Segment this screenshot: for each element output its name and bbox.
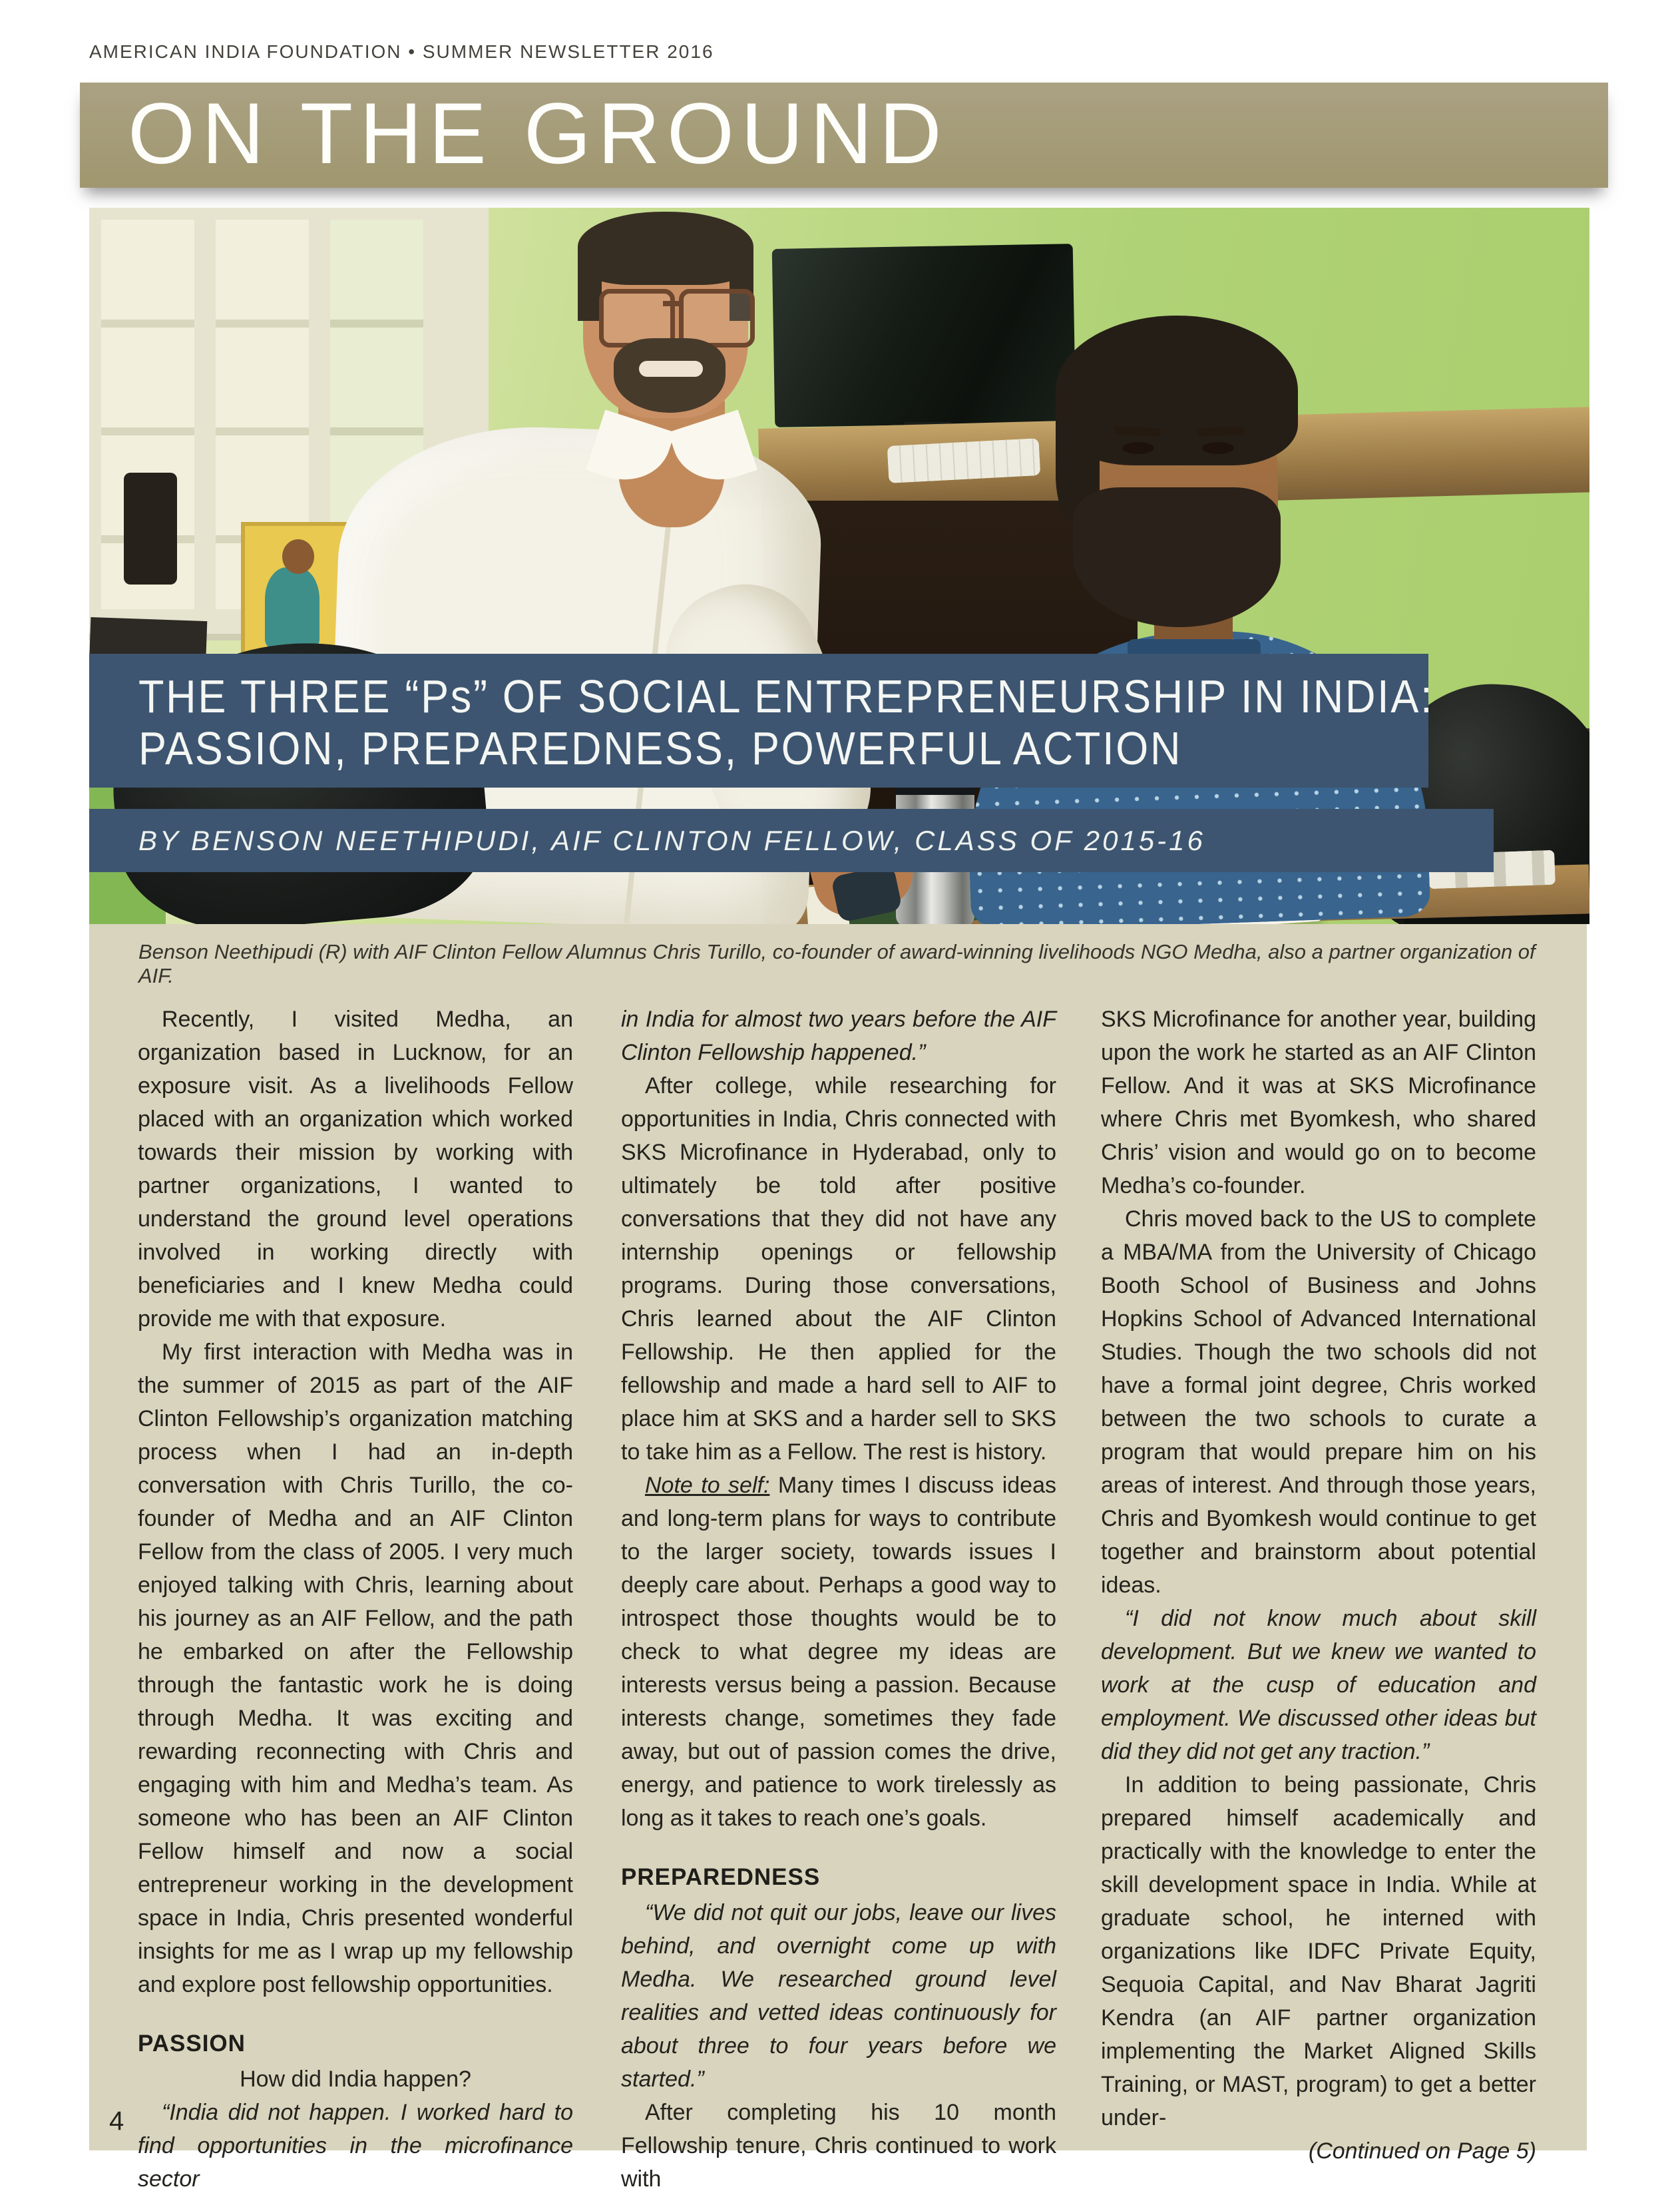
article-title-line1: THE THREE “Ps” OF SOCIAL ENTREPRENEURSHIP IN INDIA: [138,670,1434,722]
glasses-bridge [663,301,682,306]
seated-man-eye [1202,442,1234,454]
standing-man-hair [578,212,753,285]
painting-figure-head [282,539,314,574]
section-heading-passion: PASSION [138,2031,246,2057]
note-lead: Note to self: [645,1473,770,1498]
paragraph: After completing his 10 month Fellowship tenure, Chris continued to work with [621,2100,1056,2192]
standing-man-hair-side [578,261,602,321]
article-title-overlay [89,654,1434,788]
quote-paragraph-continued: in India for almost two years before the AIF Clinton Fellowship happened.” [621,1007,1056,1065]
wall-speaker [124,473,177,585]
paragraph: My first interaction with Medha was in the summer of 2015 as part of the AIF Clinton Fellowship’s organization matching process when I had an in-depth conversation with Chris Turillo, the co-founder of Medha and an AIF Clinton Fellow from the class of 2005. I very much enjoyed talking with Chris, learning about his journey as an AIF Fellow, and the path he embarked on after the Fellowship through the fantastic work he is doing through Medha. It was exciting and rewarding reconnecting with Chris and engaging with him and Medha’s team. As someone who has been an AIF Clinton Fellow himself and now a social entrepreneur working in the development space in India, Chris presented wonderful insights for me as I wrap up my fellowship and explore post fellowship opportunities. [138,1340,573,1997]
computer-monitor [772,244,1076,427]
quote-paragraph: “I did not know much about skill development. But we knew we wanted to work at the cusp of education and employment. We discussed other ideas but did they did not get any traction.” [1101,1606,1536,1764]
wall-painting [241,522,350,662]
painting-figure [265,567,319,647]
page-number: 4 [109,2106,124,2136]
article-column-1 [138,1003,573,2196]
article-column-2 [621,1003,1056,2196]
note-paragraph [621,1469,1056,1835]
seated-man-eye [1122,442,1154,454]
paragraph: Chris moved back to the US to complete a MBA/MA from the University of Chicago Booth School of Business and Johns Hopkins School of Advanced International Studies. Though the two schools did not have a formal joint degree, Chris worked between the two schools to curate a program that would prepare him on his areas of interest. And through those years, Chris and Byomkesh would continue to get together and brainstorm about potential ideas. [1101,1206,1536,1598]
section-banner [80,83,1608,188]
paragraph: After college, while researching for opportunities in India, Chris connected with SKS Microfinance in Hyderabad, only to ultimately be told after positive conversations that they did not have any internship openings or fellowship programs. During those conversations, Chris learned about the AIF Clinton Fellowship. He then applied for the fellowship and made a hard sell to AIF to place him at SKS and a harder sell to SKS to take him as a Fellow. The rest is history. [621,1073,1056,1465]
photo-caption: Benson Neethipudi (R) with AIF Clinton Fellow Alumnus Chris Turillo, co-founder of award-winning livelihoods NGO Medha, also a partner organization of AIF. [138,940,1536,987]
paragraph-continued: SKS Microfinance for another year, building upon the work he started as an AIF Clinton Fellow. And it was at SKS Microfinance where Chris met Byomkesh, who shared Chris’ vision and would go on to become Medha’s co-founder. [1101,1007,1536,1198]
article-byline-overlay [89,809,1494,872]
article-title-line2: PASSION, PREPAREDNESS, POWERFUL ACTION [138,722,1183,774]
interview-question: How did India happen? [240,2067,471,2092]
quote-paragraph: “India did not happen. I worked hard to find opportunities in the microfinance sector [138,2100,573,2192]
article-body [89,924,1587,2192]
quote-paragraph: “We did not quit our jobs, leave our lives behind, and overnight come up with Medha. We researched ground level realities and vetted ideas continuously for about three to four years before we started.” [621,1900,1056,2092]
article-column-3 [1101,1003,1536,2168]
section-banner-title: ON THE GROUND [128,85,948,182]
note-text: Many times I discuss ideas and long-term plans for ways to contribute to the larger society, towards issues I deeply care about. Perhaps a good way to introspect those thoughts would be to check to what degree my ideas are interests versus being a passion. Because interests change, sometimes they fade away, but out of passion comes the drive, energy, and patience to work tirelessly as long as it takes to reach one’s goals. [621,1473,1057,1831]
seated-man-beard [1073,487,1281,627]
standing-man-smile [639,361,703,377]
section-heading-preparedness: PREPAREDNESS [621,1864,821,1890]
keyboard [887,438,1041,483]
masthead: AMERICAN INDIA FOUNDATION • SUMMER NEWSLETTER 2016 [89,41,714,62]
continued-on-page-note: (Continued on Page 5) [1308,2138,1536,2164]
paragraph: Recently, I visited Medha, an organization based in Lucknow, for an exposure visit. As a livelihoods Fellow placed with an organization which worked towards their mission by working with partner organizations, I wanted to understand the ground level operations involved in working directly with beneficiaries and I knew Medha could provide me with that exposure. [138,1007,573,1332]
paragraph: In addition to being passionate, Chris prepared himself academically and practically with the knowledge to enter the skill development space in India. While at graduate school, he interned with organizations like IDFC Private Equity, Sequoia Capital, and Nav Bharat Jagriti Kendra (an AIF partner organization implementing the Market Aligned Skills Training, or MAST, program) to get a better under- [1101,1772,1536,2130]
article-byline: BY BENSON NEETHIPUDI, AIF CLINTON FELLOW, CLASS OF 2015-16 [138,824,1205,856]
